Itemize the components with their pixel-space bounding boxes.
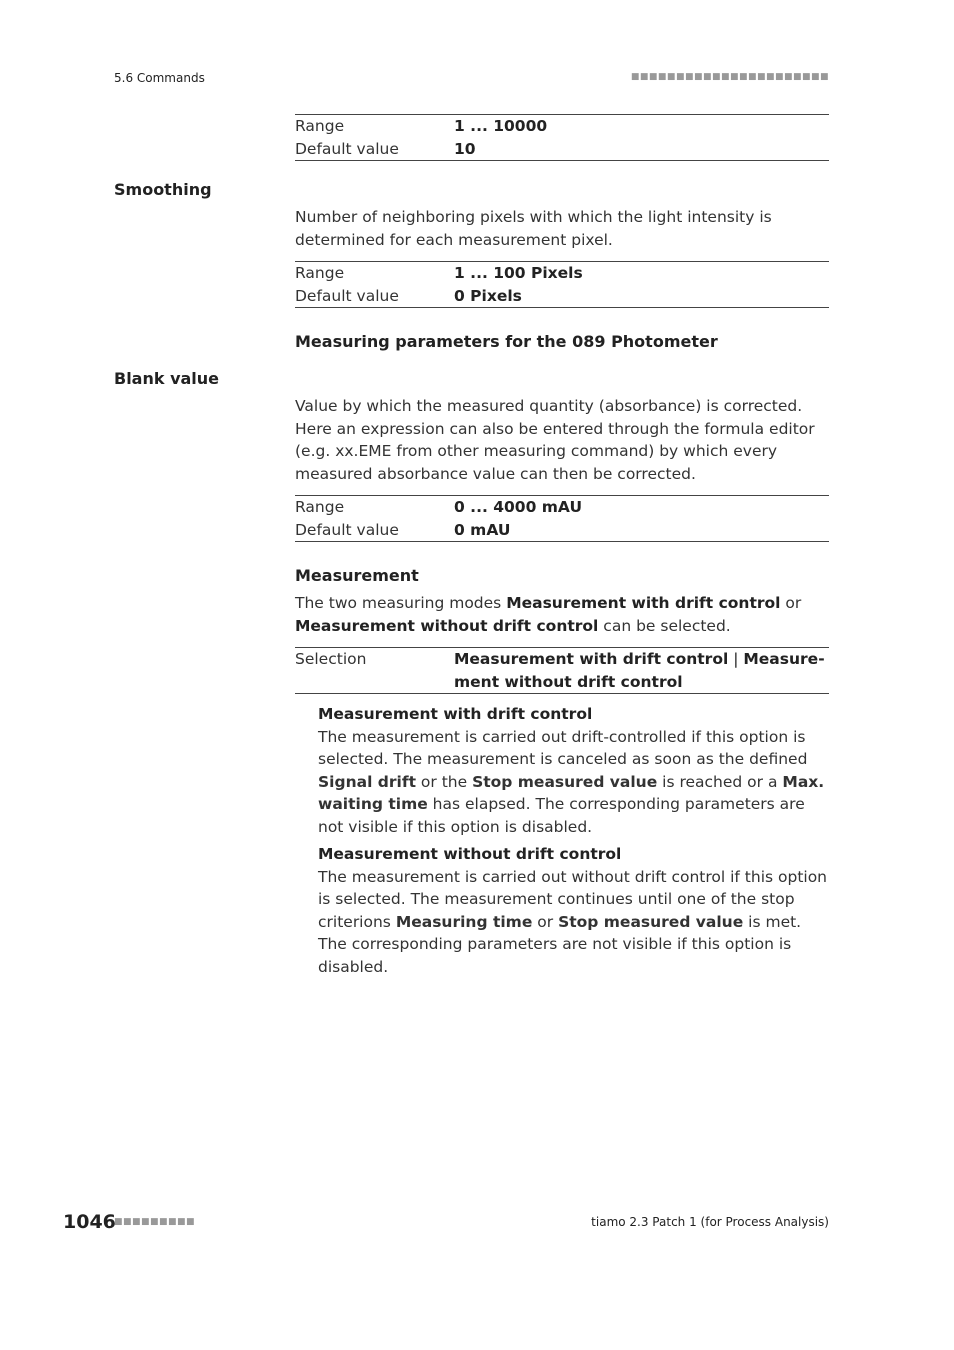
smoothing-description: Number of neighboring pixels with which the light intensity is determined for each measurement pixel. <box>295 208 772 249</box>
param-key: Range <box>295 264 345 282</box>
param-key: Selection <box>295 650 367 668</box>
parameter-table-top <box>295 114 829 161</box>
option-description: The measurement is carried out drift-controlled if this option is selected. The measurement is canceled as soon as the defined Signal drift or the Stop measured value is reached or a Max. waiting time has elapsed. The corresponding parameters are not visible if this option is disabled. <box>318 727 825 836</box>
header-section-title: 5.6 Commands <box>114 71 205 85</box>
table-row <box>295 496 829 519</box>
param-value: 1 ... 100 Pixels <box>454 264 583 282</box>
page-number: 1046 <box>63 1211 116 1233</box>
table-row <box>295 138 829 161</box>
param-value: Measurement with drift control | Measurement without drift control <box>454 650 825 691</box>
param-key: Default value <box>295 139 399 158</box>
table-row <box>295 262 829 285</box>
param-value: 0 Pixels <box>454 286 522 305</box>
param-key: Default value <box>295 286 399 305</box>
blank-value-description: Value by which the measured quantity (absorbance) is corrected. Here an expression can also be entered through the formula editor (e.g. xx.EME from other measuring command) by which every measured absorbance value can then be corrected. <box>295 397 815 483</box>
option-description: The measurement is carried out without drift control if this option is selected. The measurement continues until one of the stop criterions Measuring time or Stop measured value is met. The corresponding parameters are not visible if this option is disabled. <box>318 867 828 976</box>
blank-value-table <box>295 495 829 542</box>
header-decoration: ■■■■■■■■■■■■■■■■■■■■■■ <box>630 72 829 82</box>
blank-value-label: Blank value <box>114 369 220 388</box>
option-with-drift-control <box>318 703 830 838</box>
option-without-drift-control <box>318 843 830 978</box>
param-key: Range <box>295 498 345 516</box>
param-key: Range <box>295 117 345 135</box>
option-title: Measurement with drift control <box>318 705 593 723</box>
param-value: 10 <box>454 139 476 158</box>
option-title: Measurement without drift control <box>318 845 622 863</box>
param-key: Default value <box>295 520 399 539</box>
photometer-section-heading: Measuring parameters for the 089 Photometer <box>295 332 718 351</box>
footer-product-name: tiamo 2.3 Patch 1 (for Process Analysis) <box>591 1215 829 1229</box>
measurement-selection-table <box>295 647 829 694</box>
param-value: 1 ... 10000 <box>454 117 548 135</box>
measurement-intro: The two measuring modes Measurement with drift control or Measurement without drift control can be selected. <box>295 594 802 635</box>
measurement-heading: Measurement <box>295 566 419 585</box>
param-value: 0 mAU <box>454 520 511 539</box>
param-value: 0 ... 4000 mAU <box>454 498 583 516</box>
table-row <box>295 115 829 138</box>
smoothing-table <box>295 261 829 308</box>
table-row <box>295 648 829 693</box>
smoothing-label: Smoothing <box>114 180 212 199</box>
table-row <box>295 285 829 308</box>
table-row <box>295 519 829 542</box>
footer-decoration: ■■■■■■■■■ <box>114 1217 196 1227</box>
